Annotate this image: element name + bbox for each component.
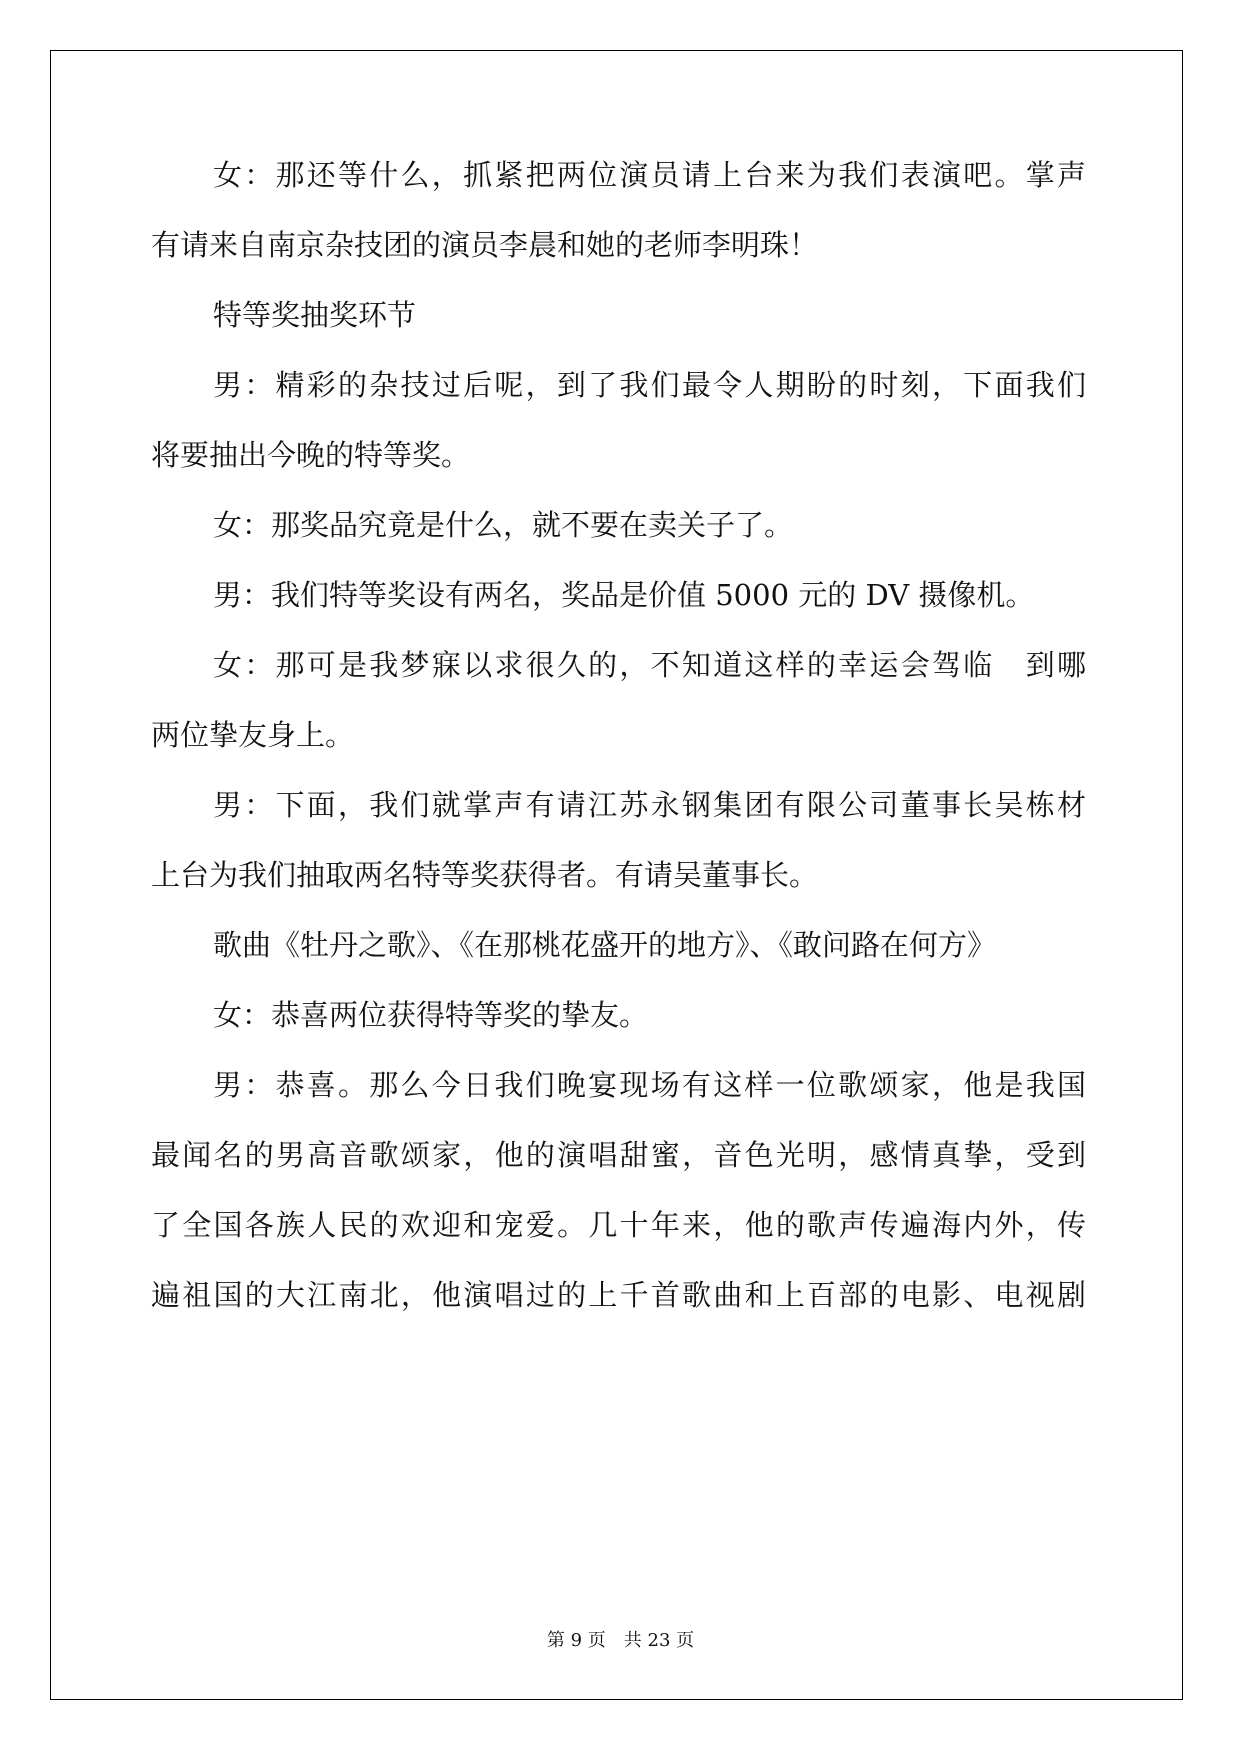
paragraph-line: 男：我们特等奖设有两名，奖品是价值 5000 元的 DV 摄像机。 <box>213 578 1035 612</box>
paragraph-line: 女：那奖品究竟是什么，就不要在卖关子了。 <box>213 508 794 542</box>
paragraph-line: 遍祖国的大江南北，他演唱过的上千首歌曲和上百部的电影、电视剧 <box>151 1278 1086 1312</box>
paragraph-line: 男：精彩的杂技过后呢，到了我们最令人期盼的时刻，下面我们 <box>213 368 1086 402</box>
paragraph-line: 女：那可是我梦寐以求很久的，不知道这样的幸运会驾临 到哪 <box>213 648 1086 682</box>
paragraph-line: 了全国各族人民的欢迎和宠爱。几十年来，他的歌声传遍海内外，传 <box>151 1208 1086 1242</box>
song-list-line: 歌曲《牡丹之歌》、《在那桃花盛开的地方》、《敢问路在何方》 <box>213 928 997 962</box>
page-footer <box>0 1626 1241 1652</box>
paragraph-line: 上台为我们抽取两名特等奖获得者。有请吴董事长。 <box>151 858 819 892</box>
page-number-label: 第 9 页 共 23 页 <box>546 1630 695 1651</box>
section-heading: 特等奖抽奖环节 <box>213 298 417 332</box>
paragraph-line: 男：下面，我们就掌声有请江苏永钢集团有限公司董事长吴栋材 <box>213 788 1086 822</box>
paragraph-line: 女：那还等什么，抓紧把两位演员请上台来为我们表演吧。掌声 <box>213 158 1086 192</box>
paragraph-line: 两位挚友身上。 <box>151 718 355 752</box>
paragraph-line: 男：恭喜。那么今日我们晚宴现场有这样一位歌颂家，他是我国 <box>213 1068 1086 1102</box>
paragraph-line: 有请来自南京杂技团的演员李晨和她的老师李明珠！ <box>151 228 819 262</box>
paragraph-line: 最闻名的男高音歌颂家，他的演唱甜蜜，音色光明，感情真挚，受到 <box>151 1138 1086 1172</box>
paragraph-line: 将要抽出今晚的特等奖。 <box>151 438 471 472</box>
paragraph-line: 女：恭喜两位获得特等奖的挚友。 <box>213 998 649 1032</box>
